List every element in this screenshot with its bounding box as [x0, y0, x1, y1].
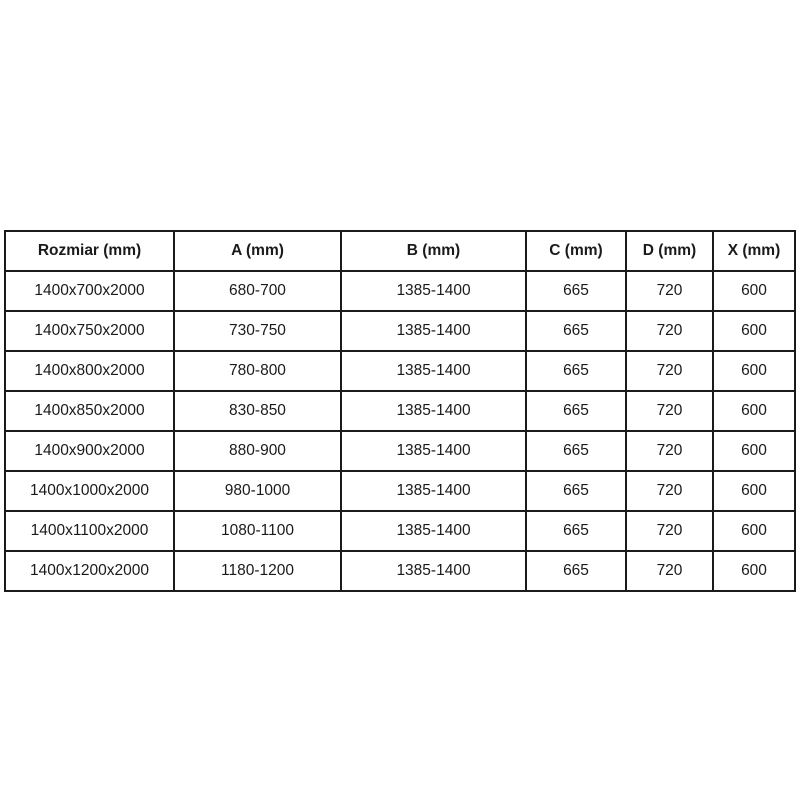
table-cell-b: 1385-1400 [341, 511, 526, 551]
column-header-d: D (mm) [626, 231, 713, 271]
table-row [5, 351, 795, 391]
table-cell-c: 665 [526, 551, 626, 591]
table-cell-rozmiar: 1400x1000x2000 [5, 471, 174, 511]
table-header-row [5, 231, 795, 271]
table-cell-a: 1080-1100 [174, 511, 341, 551]
table-cell-a: 880-900 [174, 431, 341, 471]
table-cell-x: 600 [713, 471, 795, 511]
table-cell-d: 720 [626, 511, 713, 551]
table-row [5, 551, 795, 591]
size-spec-table [4, 230, 796, 592]
table-cell-d: 720 [626, 471, 713, 511]
table-cell-a: 980-1000 [174, 471, 341, 511]
table-cell-rozmiar: 1400x850x2000 [5, 391, 174, 431]
table-row [5, 471, 795, 511]
table-cell-b: 1385-1400 [341, 391, 526, 431]
column-header-rozmiar: Rozmiar (mm) [5, 231, 174, 271]
table-cell-c: 665 [526, 431, 626, 471]
table-cell-rozmiar: 1400x1100x2000 [5, 511, 174, 551]
table-cell-c: 665 [526, 471, 626, 511]
table-cell-b: 1385-1400 [341, 311, 526, 351]
table-cell-b: 1385-1400 [341, 351, 526, 391]
table-cell-a: 1180-1200 [174, 551, 341, 591]
table-cell-c: 665 [526, 311, 626, 351]
table-row [5, 431, 795, 471]
table-cell-rozmiar: 1400x750x2000 [5, 311, 174, 351]
table-cell-x: 600 [713, 351, 795, 391]
column-header-a: A (mm) [174, 231, 341, 271]
table-row [5, 391, 795, 431]
column-header-b: B (mm) [341, 231, 526, 271]
table-cell-a: 830-850 [174, 391, 341, 431]
table-cell-c: 665 [526, 511, 626, 551]
table-cell-b: 1385-1400 [341, 431, 526, 471]
table-cell-x: 600 [713, 551, 795, 591]
column-header-x: X (mm) [713, 231, 795, 271]
table-row [5, 311, 795, 351]
table-cell-x: 600 [713, 311, 795, 351]
table-cell-rozmiar: 1400x800x2000 [5, 351, 174, 391]
table-cell-d: 720 [626, 311, 713, 351]
table-cell-x: 600 [713, 271, 795, 311]
table-cell-c: 665 [526, 391, 626, 431]
table-row [5, 271, 795, 311]
table-cell-b: 1385-1400 [341, 271, 526, 311]
table-cell-d: 720 [626, 431, 713, 471]
table-row [5, 511, 795, 551]
table-cell-rozmiar: 1400x1200x2000 [5, 551, 174, 591]
table-cell-b: 1385-1400 [341, 551, 526, 591]
table-cell-c: 665 [526, 271, 626, 311]
table-cell-rozmiar: 1400x900x2000 [5, 431, 174, 471]
table-cell-rozmiar: 1400x700x2000 [5, 271, 174, 311]
table-cell-x: 600 [713, 391, 795, 431]
table-cell-c: 665 [526, 351, 626, 391]
table-cell-d: 720 [626, 271, 713, 311]
table-cell-a: 780-800 [174, 351, 341, 391]
table-cell-d: 720 [626, 391, 713, 431]
table-cell-a: 680-700 [174, 271, 341, 311]
table-cell-x: 600 [713, 431, 795, 471]
table-cell-d: 720 [626, 551, 713, 591]
table-cell-b: 1385-1400 [341, 471, 526, 511]
table-cell-x: 600 [713, 511, 795, 551]
column-header-c: C (mm) [526, 231, 626, 271]
table-cell-a: 730-750 [174, 311, 341, 351]
table-cell-d: 720 [626, 351, 713, 391]
